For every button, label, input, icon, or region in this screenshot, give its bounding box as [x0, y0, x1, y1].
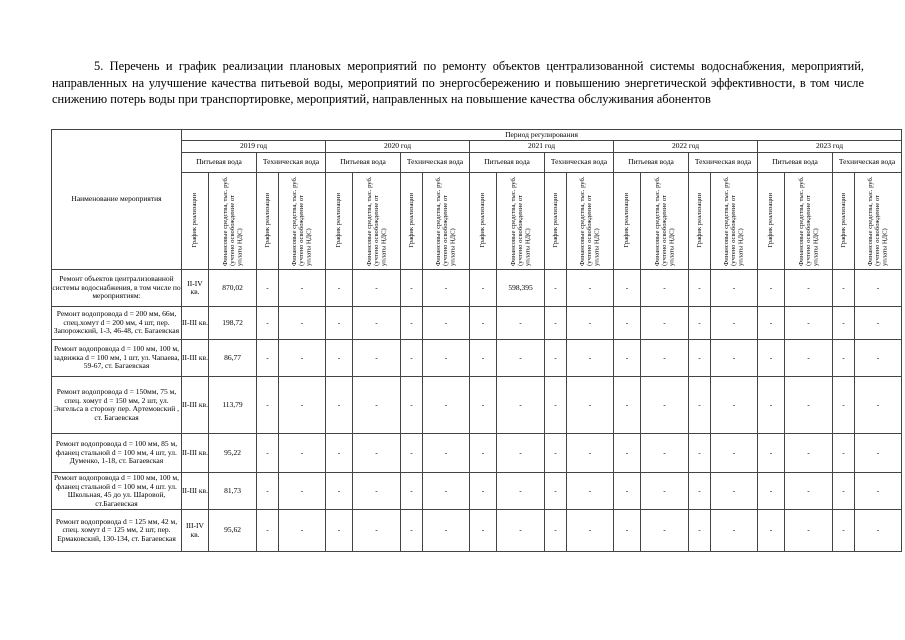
column-header-text: График реализации	[695, 192, 703, 247]
value-cell: -	[641, 434, 689, 473]
value-cell: -	[614, 510, 641, 552]
value-cell: -	[641, 473, 689, 510]
value-cell: -	[785, 473, 833, 510]
measure-name-cell: Ремонт водопровода d = 125 мм, 42 м, спец. хомут d = 125 мм, 2 шт, пер. Ермаковский, 130-134, ст. Багаевская	[52, 510, 182, 552]
value-cell: -	[326, 473, 353, 510]
value-cell: -	[711, 510, 758, 552]
value-cell: 95,62	[209, 510, 257, 552]
value-cell: -	[711, 340, 758, 377]
value-cell: -	[326, 340, 353, 377]
value-cell: -	[785, 270, 833, 307]
value-cell: -	[497, 307, 545, 340]
value-cell: -	[545, 270, 567, 307]
schedule-column-header	[833, 173, 855, 270]
column-header-text: Финансовые средства, тыс. руб. (учтено освобождение от уплаты НДС)	[867, 176, 889, 266]
value-cell: -	[470, 510, 497, 552]
value-cell: -	[567, 377, 614, 434]
value-cell: -	[711, 307, 758, 340]
schedule-column-header	[470, 173, 497, 270]
funds-column-header	[353, 173, 401, 270]
value-cell: -	[689, 434, 711, 473]
column-header-text: График реализации	[839, 192, 847, 247]
value-cell: 81,73	[209, 473, 257, 510]
value-cell: II-III кв.	[182, 434, 209, 473]
funds-column-header	[209, 173, 257, 270]
value-cell: -	[689, 270, 711, 307]
table-row	[52, 340, 902, 377]
value-cell: -	[423, 434, 470, 473]
value-cell: -	[423, 270, 470, 307]
funds-column-header	[711, 173, 758, 270]
technical-water-header: Техническая вода	[401, 153, 470, 173]
table-row	[52, 377, 902, 434]
value-cell: -	[497, 377, 545, 434]
column-header-text: График реализации	[551, 192, 559, 247]
value-cell: -	[257, 510, 279, 552]
value-cell: -	[855, 270, 902, 307]
value-cell: -	[470, 307, 497, 340]
value-cell: -	[614, 377, 641, 434]
table-row	[52, 473, 902, 510]
value-cell: -	[567, 270, 614, 307]
funds-column-header	[497, 173, 545, 270]
column-header-text: График реализации	[623, 192, 631, 247]
value-cell: -	[353, 510, 401, 552]
value-cell: -	[257, 473, 279, 510]
table-row	[52, 434, 902, 473]
value-cell: -	[785, 434, 833, 473]
value-cell: -	[401, 377, 423, 434]
drinking-water-header: Питьевая вода	[182, 153, 257, 173]
value-cell: -	[470, 434, 497, 473]
schedule-column-header	[545, 173, 567, 270]
value-cell: -	[401, 434, 423, 473]
value-cell: III-IV кв.	[182, 510, 209, 552]
value-cell: -	[401, 473, 423, 510]
value-cell: -	[567, 340, 614, 377]
technical-water-header: Техническая вода	[833, 153, 902, 173]
value-cell: -	[545, 434, 567, 473]
funds-column-header	[855, 173, 902, 270]
value-cell: -	[401, 340, 423, 377]
name-header: Наименование мероприятия	[52, 130, 182, 270]
value-cell: -	[758, 270, 785, 307]
value-cell: -	[758, 340, 785, 377]
value-cell: 86,77	[209, 340, 257, 377]
value-cell: 95,22	[209, 434, 257, 473]
funds-column-header	[785, 173, 833, 270]
value-cell: II-III кв.	[182, 340, 209, 377]
value-cell: -	[470, 377, 497, 434]
column-header-text: Финансовые средства, тыс. руб. (учтено освобождение от уплаты НДС)	[221, 176, 244, 266]
schedule-column-header	[326, 173, 353, 270]
value-cell: -	[545, 340, 567, 377]
value-cell: 113,79	[209, 377, 257, 434]
table-row	[52, 307, 902, 340]
value-cell: -	[326, 377, 353, 434]
value-cell: -	[279, 340, 326, 377]
column-header-text: Финансовые средства, тыс. руб. (учтено освобождение от уплаты НДС)	[723, 176, 745, 266]
value-cell: -	[353, 307, 401, 340]
value-cell: -	[785, 377, 833, 434]
value-cell: -	[279, 434, 326, 473]
value-cell: -	[689, 340, 711, 377]
year-header: 2022 год	[614, 141, 758, 153]
schedule-column-header	[614, 173, 641, 270]
value-cell: -	[833, 340, 855, 377]
value-cell: -	[785, 307, 833, 340]
value-cell: -	[401, 510, 423, 552]
column-header-text: Финансовые средства, тыс. руб. (учтено освобождение от уплаты НДС)	[291, 176, 313, 266]
value-cell: -	[545, 307, 567, 340]
value-cell: -	[833, 270, 855, 307]
value-cell: 198,72	[209, 307, 257, 340]
value-cell: -	[641, 340, 689, 377]
value-cell: -	[641, 377, 689, 434]
value-cell: -	[614, 270, 641, 307]
value-cell: -	[641, 270, 689, 307]
value-cell: -	[855, 510, 902, 552]
value-cell: -	[497, 473, 545, 510]
value-cell: -	[470, 270, 497, 307]
value-cell: -	[833, 434, 855, 473]
value-cell: -	[711, 270, 758, 307]
value-cell: -	[545, 510, 567, 552]
value-cell: II-III кв.	[182, 307, 209, 340]
value-cell: 870,02	[209, 270, 257, 307]
column-header-text: График реализации	[479, 192, 487, 247]
value-cell: -	[353, 473, 401, 510]
value-cell: -	[567, 434, 614, 473]
value-cell: -	[257, 340, 279, 377]
value-cell: -	[641, 307, 689, 340]
table-body	[52, 270, 902, 552]
plan-table	[51, 129, 902, 552]
value-cell: -	[689, 377, 711, 434]
value-cell: II-III кв.	[182, 473, 209, 510]
value-cell: -	[279, 307, 326, 340]
technical-water-header: Техническая вода	[257, 153, 326, 173]
column-header-text: Финансовые средства, тыс. руб. (учтено освобождение от уплаты НДС)	[579, 176, 601, 266]
value-cell: -	[567, 473, 614, 510]
value-cell: -	[401, 307, 423, 340]
drinking-water-header: Питьевая вода	[326, 153, 401, 173]
value-cell: -	[545, 377, 567, 434]
drinking-water-header: Питьевая вода	[470, 153, 545, 173]
measure-name-cell: Ремонт водопровода d = 100 мм, 85 м, фланец стальной d = 100 мм, 4 шт, ул. Думенко, 1-18, ст. Багаевская	[52, 434, 182, 473]
column-header-text: График реализации	[407, 192, 415, 247]
value-cell: -	[833, 377, 855, 434]
column-header-text: Финансовые средства, тыс. руб. (учтено освобождение от уплаты НДС)	[435, 176, 457, 266]
value-cell: -	[855, 377, 902, 434]
value-cell: -	[257, 307, 279, 340]
value-cell: -	[614, 434, 641, 473]
value-cell: -	[833, 510, 855, 552]
measure-name-cell: Ремонт водопровода d = 150мм, 75 м, спец. хомут d = 150 мм, 2 шт, ул. Энгельса в сторону пер. Артемовский , ст. Багаевская	[52, 377, 182, 434]
column-header-text: График реализации	[767, 192, 775, 247]
value-cell: -	[279, 377, 326, 434]
value-cell: -	[833, 307, 855, 340]
schedule-column-header	[182, 173, 209, 270]
schedule-column-header	[401, 173, 423, 270]
value-cell: -	[711, 473, 758, 510]
value-cell: -	[785, 510, 833, 552]
value-cell: -	[353, 377, 401, 434]
value-cell: -	[470, 340, 497, 377]
value-cell: -	[423, 307, 470, 340]
value-cell: 598,395	[497, 270, 545, 307]
column-header-text: Финансовые средства, тыс. руб. (учтено освобождение от уплаты НДС)	[365, 176, 388, 266]
period-header: Период регулирования	[182, 130, 902, 141]
value-cell: -	[353, 270, 401, 307]
value-cell: -	[279, 510, 326, 552]
value-cell: -	[711, 377, 758, 434]
column-header-text: График реализации	[191, 192, 199, 247]
value-cell: -	[497, 434, 545, 473]
year-header: 2019 год	[182, 141, 326, 153]
value-cell: -	[497, 340, 545, 377]
value-cell: -	[614, 473, 641, 510]
value-cell: -	[758, 434, 785, 473]
measure-name-cell: Ремонт водопровода d = 200 мм, 66м, спец.хомут d = 200 мм, 4 шт, пер. Запорожский, 1-3, 46-48, ст. Багаевская	[52, 307, 182, 340]
year-header: 2020 год	[326, 141, 470, 153]
value-cell: -	[326, 510, 353, 552]
value-cell: -	[567, 510, 614, 552]
measure-name-cell: Ремонт водопровода d = 100 мм, 100 м, задвижка d = 100 мм, 1 шт, ул. Чапаева, 59-67, ст. Багаевская	[52, 340, 182, 377]
value-cell: -	[353, 434, 401, 473]
value-cell: -	[257, 270, 279, 307]
value-cell: -	[545, 473, 567, 510]
column-header-text: Финансовые средства, тыс. руб. (учтено освобождение от уплаты НДС)	[509, 176, 532, 266]
column-header-text: График реализации	[263, 192, 271, 247]
table-row	[52, 510, 902, 552]
technical-water-header: Техническая вода	[689, 153, 758, 173]
value-cell: -	[785, 340, 833, 377]
value-cell: -	[353, 340, 401, 377]
value-cell: -	[689, 307, 711, 340]
value-cell: -	[689, 510, 711, 552]
value-cell: -	[758, 510, 785, 552]
schedule-column-header	[257, 173, 279, 270]
value-cell: -	[758, 307, 785, 340]
funds-column-header	[279, 173, 326, 270]
value-cell: -	[614, 340, 641, 377]
schedule-column-header	[758, 173, 785, 270]
technical-water-header: Техническая вода	[545, 153, 614, 173]
value-cell: II-IV кв.	[182, 270, 209, 307]
value-cell: -	[833, 473, 855, 510]
value-cell: -	[401, 270, 423, 307]
funds-column-header	[641, 173, 689, 270]
value-cell: -	[326, 307, 353, 340]
value-cell: -	[326, 434, 353, 473]
value-cell: -	[855, 307, 902, 340]
funds-column-header	[567, 173, 614, 270]
table-row	[52, 270, 902, 307]
value-cell: -	[758, 473, 785, 510]
value-cell: -	[470, 473, 497, 510]
value-cell: -	[567, 307, 614, 340]
value-cell: -	[326, 270, 353, 307]
value-cell: -	[423, 340, 470, 377]
year-header: 2023 год	[758, 141, 902, 153]
measure-name-cell: Ремонт водопровода d = 100 мм, 100 м, фланец стальной d = 100 мм, 4 шт. ул. Школьная, 45 до ул. Шаровой, ст.Багаевская	[52, 473, 182, 510]
value-cell: -	[689, 473, 711, 510]
value-cell: II-III кв.	[182, 377, 209, 434]
value-cell: -	[641, 510, 689, 552]
column-header-text: График реализации	[335, 192, 343, 247]
value-cell: -	[257, 377, 279, 434]
value-cell: -	[497, 510, 545, 552]
measure-name-cell: Ремонт объектов централизованной системы водоснабжения, в том числе по мероприятиям:	[52, 270, 182, 307]
value-cell: -	[711, 434, 758, 473]
value-cell: -	[855, 434, 902, 473]
document-heading: 5. Перечень и график реализации плановых мероприятий по ремонту объектов централизованной системы водоснабжения, мероприятий, направленных на улучшение качества питьевой воды, мероприятий по энергосбережению и повышению энергетической эффективности, в том числе снижению потерь воды при транспортировке, мероприятий, направленных на повышение качества обслуживания абонентов	[52, 59, 864, 106]
schedule-column-header	[689, 173, 711, 270]
value-cell: -	[423, 377, 470, 434]
value-cell: -	[423, 473, 470, 510]
year-header: 2021 год	[470, 141, 614, 153]
funds-column-header	[423, 173, 470, 270]
value-cell: -	[855, 340, 902, 377]
column-header-text: Финансовые средства, тыс. руб. (учтено освобождение от уплаты НДС)	[797, 176, 820, 266]
value-cell: -	[758, 377, 785, 434]
column-header-text: Финансовые средства, тыс. руб. (учтено освобождение от уплаты НДС)	[653, 176, 676, 266]
value-cell: -	[423, 510, 470, 552]
value-cell: -	[279, 473, 326, 510]
value-cell: -	[279, 270, 326, 307]
drinking-water-header: Питьевая вода	[758, 153, 833, 173]
value-cell: -	[614, 307, 641, 340]
value-cell: -	[855, 473, 902, 510]
drinking-water-header: Питьевая вода	[614, 153, 689, 173]
value-cell: -	[257, 434, 279, 473]
